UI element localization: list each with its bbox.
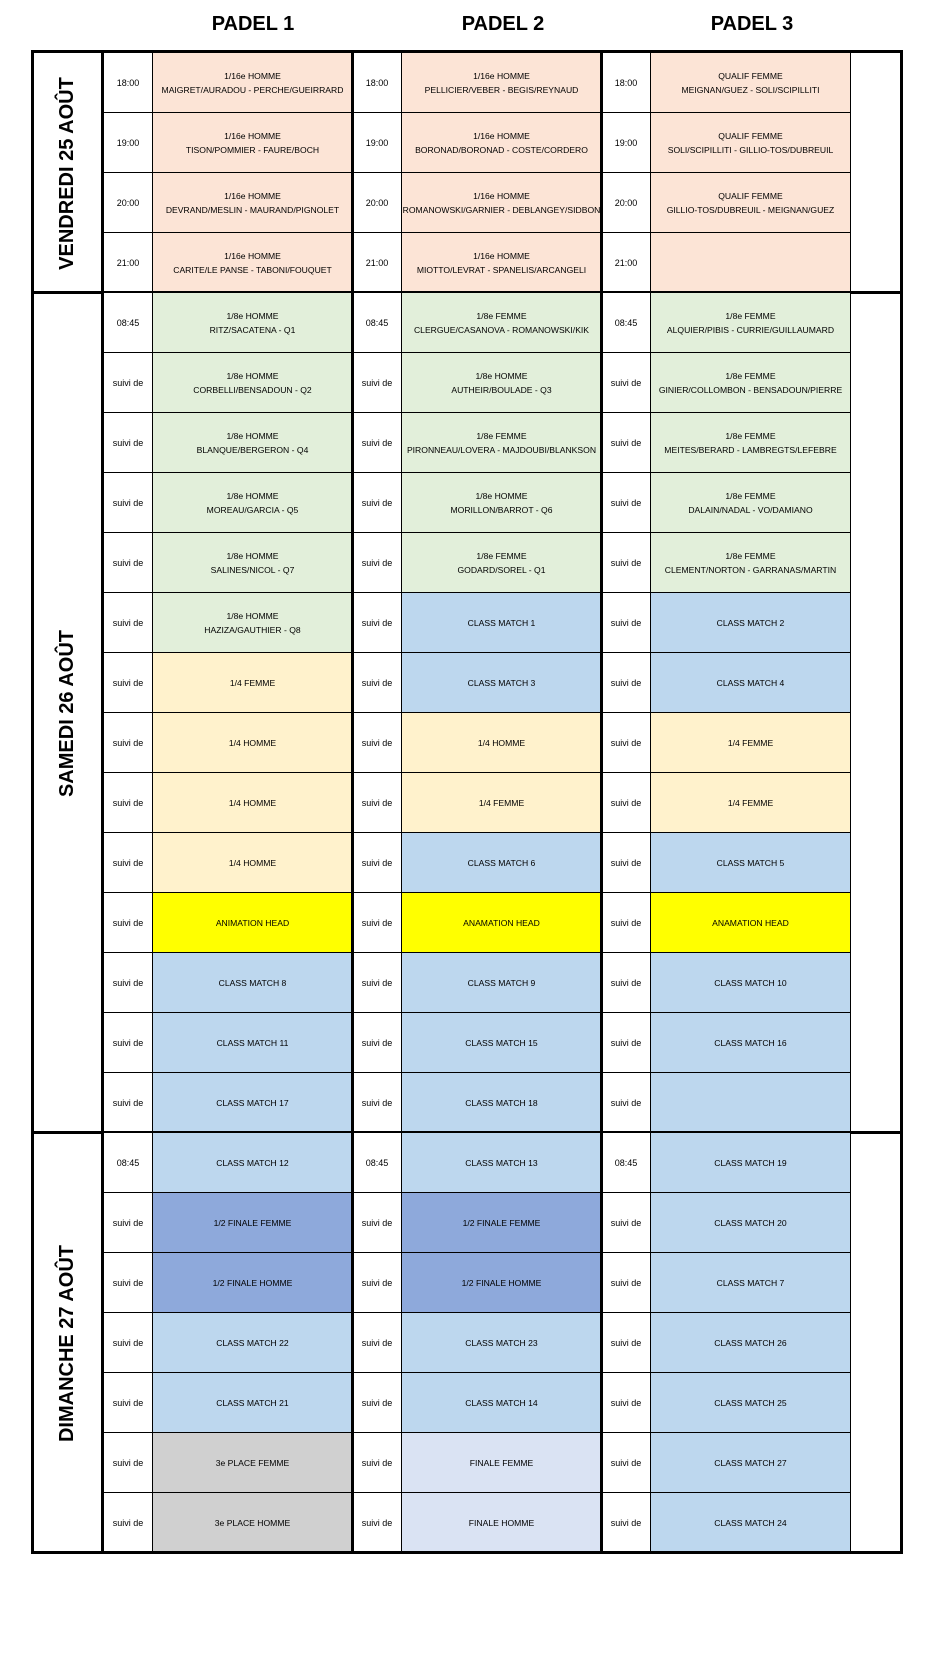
match-players: MAIGRET/AURADOU - PERCHE/GUEIRRARD — [161, 84, 344, 95]
match-players: MEIGNAN/GUEZ - SOLI/SCIPILLITI — [681, 84, 820, 95]
day-label-text: DIMANCHE 27 AOÛT — [56, 1244, 78, 1442]
match-title: CLASS MATCH 12 — [216, 1157, 289, 1168]
match-title: CLASS MATCH 23 — [465, 1337, 538, 1348]
match-title: CLASS MATCH 18 — [465, 1097, 538, 1108]
match-title: 1/2 FINALE FEMME — [462, 1217, 541, 1228]
match-title: 1/8e HOMME — [226, 310, 279, 321]
match-title: CLASS MATCH 5 — [716, 857, 785, 868]
court-header-padel-3: PADEL 3 — [710, 13, 794, 35]
match-title: CLASS MATCH 10 — [714, 977, 787, 988]
time-cell: suivi de — [602, 1313, 651, 1373]
time-cell: suivi de — [104, 1253, 153, 1313]
match-cell — [153, 713, 353, 773]
time-cell: suivi de — [353, 593, 402, 653]
match-title: ANAMATION HEAD — [712, 917, 789, 928]
match-title: ANIMATION HEAD — [215, 917, 290, 928]
match-cell — [651, 1193, 851, 1253]
time-cell: suivi de — [353, 1253, 402, 1313]
match-title: CLASS MATCH 15 — [465, 1037, 538, 1048]
court-separator — [600, 53, 603, 1553]
match-title: CLASS MATCH 16 — [714, 1037, 787, 1048]
match-title: 1/16e HOMME — [224, 190, 281, 201]
time-cell: suivi de — [602, 953, 651, 1013]
match-cell — [651, 953, 851, 1013]
match-cell — [402, 1193, 602, 1253]
match-cell — [153, 473, 353, 533]
match-title: CLASS MATCH 17 — [216, 1097, 289, 1108]
match-cell — [153, 1433, 353, 1493]
match-cell — [651, 1133, 851, 1193]
time-cell: suivi de — [104, 1193, 153, 1253]
match-cell — [651, 593, 851, 653]
day-label — [34, 293, 104, 1133]
match-title: 1/8e FEMME — [476, 550, 527, 561]
match-title: CLASS MATCH 6 — [467, 857, 536, 868]
match-title: CLASS MATCH 27 — [714, 1457, 787, 1468]
time-cell: suivi de — [353, 413, 402, 473]
match-title: 1/8e FEMME — [725, 430, 776, 441]
match-cell — [153, 1193, 353, 1253]
match-cell — [651, 473, 851, 533]
match-players: SOLI/SCIPILLITI - GILLIO-TOS/DUBREUIL — [667, 144, 834, 155]
time-cell: suivi de — [104, 953, 153, 1013]
match-cell — [402, 473, 602, 533]
time-cell: suivi de — [353, 1373, 402, 1433]
match-title: 3e PLACE HOMME — [214, 1517, 291, 1528]
time-cell: suivi de — [104, 713, 153, 773]
match-cell — [153, 53, 353, 113]
match-title: 1/8e HOMME — [475, 370, 528, 381]
match-cell — [651, 173, 851, 233]
match-cell — [402, 713, 602, 773]
match-title: 1/16e HOMME — [473, 190, 530, 201]
time-cell: suivi de — [104, 653, 153, 713]
match-players: ALQUIER/PIBIS - CURRIE/GUILLAUMARD — [666, 324, 835, 335]
match-title: 1/2 FINALE HOMME — [212, 1277, 293, 1288]
match-title: CLASS MATCH 24 — [714, 1517, 787, 1528]
court-separator — [351, 53, 354, 1553]
match-cell — [402, 173, 602, 233]
match-cell — [153, 893, 353, 953]
match-players: MOREAU/GARCIA - Q5 — [206, 504, 299, 515]
match-title: 1/8e FEMME — [725, 370, 776, 381]
match-title: 1/8e FEMME — [476, 430, 527, 441]
time-cell: suivi de — [602, 1433, 651, 1493]
match-title: 1/16e HOMME — [224, 130, 281, 141]
time-cell: 19:00 — [602, 113, 651, 173]
match-players: BORONAD/BORONAD - COSTE/CORDERO — [415, 144, 588, 155]
match-title: 1/4 HOMME — [228, 797, 277, 808]
match-title: 1/8e HOMME — [226, 430, 279, 441]
match-cell — [153, 1313, 353, 1373]
match-players: ROMANOWSKI/GARNIER - DEBLANGEY/SIDBON — [402, 204, 601, 215]
time-cell: suivi de — [104, 1073, 153, 1133]
day-label-text: VENDREDI 25 AOÛT — [56, 76, 79, 270]
match-title: 1/16e HOMME — [473, 130, 530, 141]
match-title: ANAMATION HEAD — [463, 917, 540, 928]
time-cell: suivi de — [104, 413, 153, 473]
match-cell — [402, 653, 602, 713]
match-players: MEITES/BERARD - LAMBREGTS/LEFEBRE — [664, 444, 837, 455]
match-cell — [153, 233, 353, 293]
match-players: DALAIN/NADAL - VO/DAMIANO — [688, 504, 813, 515]
time-cell: suivi de — [602, 1253, 651, 1313]
time-cell: suivi de — [353, 1193, 402, 1253]
match-cell — [153, 113, 353, 173]
match-cell — [651, 113, 851, 173]
match-players: AUTHEIR/BOULADE - Q3 — [451, 384, 552, 395]
time-cell: suivi de — [353, 773, 402, 833]
match-cell — [402, 53, 602, 113]
time-cell: suivi de — [104, 353, 153, 413]
match-cell — [402, 773, 602, 833]
match-title: CLASS MATCH 19 — [714, 1157, 787, 1168]
match-title: 1/16e HOMME — [224, 250, 281, 261]
time-cell: suivi de — [602, 1073, 651, 1133]
match-players: CARITE/LE PANSE - TABONI/FOUQUET — [173, 264, 332, 275]
match-players: BLANQUE/BERGERON - Q4 — [196, 444, 309, 455]
match-title: 1/8e FEMME — [725, 490, 776, 501]
match-title: 1/4 HOMME — [228, 857, 277, 868]
match-cell — [153, 1373, 353, 1433]
time-cell: suivi de — [353, 653, 402, 713]
day-label-text: SAMEDI 26 AOÛT — [56, 629, 78, 797]
time-cell: suivi de — [602, 413, 651, 473]
time-cell: suivi de — [602, 533, 651, 593]
match-cell — [153, 593, 353, 653]
match-cell — [402, 1493, 602, 1553]
match-cell — [651, 1493, 851, 1553]
match-title: QUALIF FEMME — [718, 70, 783, 81]
match-cell — [402, 953, 602, 1013]
match-cell — [651, 833, 851, 893]
time-cell: suivi de — [602, 1193, 651, 1253]
match-cell — [402, 413, 602, 473]
match-title: 1/16e HOMME — [473, 70, 530, 81]
match-players: MORILLON/BARROT - Q6 — [450, 504, 553, 515]
match-title: 1/4 FEMME — [229, 677, 276, 688]
match-cell — [402, 1013, 602, 1073]
match-cell — [153, 293, 353, 353]
match-players: MIOTTO/LEVRAT - SPANELIS/ARCANGELI — [416, 264, 587, 275]
match-cell — [402, 533, 602, 593]
match-cell — [153, 1253, 353, 1313]
time-cell: suivi de — [353, 473, 402, 533]
match-players: CORBELLI/BENSADOUN - Q2 — [193, 384, 312, 395]
time-cell: suivi de — [104, 773, 153, 833]
time-cell: suivi de — [353, 893, 402, 953]
match-cell — [402, 1253, 602, 1313]
match-title: CLASS MATCH 9 — [467, 977, 536, 988]
time-cell: suivi de — [353, 1433, 402, 1493]
match-cell — [651, 773, 851, 833]
match-title: CLASS MATCH 4 — [716, 677, 785, 688]
match-title: CLASS MATCH 8 — [218, 977, 287, 988]
time-cell: suivi de — [602, 653, 651, 713]
court-header-padel-2: PADEL 2 — [461, 13, 545, 35]
time-cell: 08:45 — [104, 1133, 153, 1193]
time-cell: suivi de — [353, 953, 402, 1013]
match-title: CLASS MATCH 21 — [216, 1397, 289, 1408]
time-cell: suivi de — [602, 773, 651, 833]
match-cell — [651, 1373, 851, 1433]
match-cell — [153, 833, 353, 893]
court-header-padel-1: PADEL 1 — [211, 13, 295, 35]
time-cell: suivi de — [104, 593, 153, 653]
time-cell: suivi de — [602, 593, 651, 653]
match-title: 1/8e FEMME — [476, 310, 527, 321]
match-cell — [153, 353, 353, 413]
match-title: QUALIF FEMME — [718, 190, 783, 201]
match-cell — [402, 353, 602, 413]
time-cell: suivi de — [353, 353, 402, 413]
time-cell: suivi de — [602, 473, 651, 533]
time-cell: suivi de — [602, 713, 651, 773]
match-players: GINIER/COLLOMBON - BENSADOUN/PIERRE — [658, 384, 843, 395]
time-cell: 18:00 — [104, 53, 153, 113]
time-cell: suivi de — [353, 1073, 402, 1133]
match-cell — [651, 233, 851, 293]
match-cell — [153, 1133, 353, 1193]
match-title: 1/8e FEMME — [725, 310, 776, 321]
time-cell: suivi de — [602, 1013, 651, 1073]
match-cell — [402, 1073, 602, 1133]
match-cell — [651, 1253, 851, 1313]
time-cell: 08:45 — [353, 293, 402, 353]
time-cell: 19:00 — [353, 113, 402, 173]
time-cell: suivi de — [602, 1493, 651, 1553]
match-cell — [153, 1493, 353, 1553]
match-title: 1/8e HOMME — [226, 550, 279, 561]
time-cell: suivi de — [602, 1373, 651, 1433]
match-title: 1/16e HOMME — [473, 250, 530, 261]
match-cell — [651, 653, 851, 713]
time-cell: 08:45 — [353, 1133, 402, 1193]
match-title: 3e PLACE FEMME — [215, 1457, 290, 1468]
match-cell — [402, 1313, 602, 1373]
time-cell: suivi de — [353, 533, 402, 593]
match-cell — [402, 593, 602, 653]
time-cell: suivi de — [104, 533, 153, 593]
time-cell: suivi de — [602, 893, 651, 953]
match-title: 1/8e HOMME — [226, 370, 279, 381]
match-cell — [651, 413, 851, 473]
time-cell: suivi de — [104, 1373, 153, 1433]
match-cell — [651, 1013, 851, 1073]
time-cell: 18:00 — [353, 53, 402, 113]
match-title: CLASS MATCH 22 — [216, 1337, 289, 1348]
match-cell — [153, 173, 353, 233]
match-cell — [402, 833, 602, 893]
day-label — [34, 53, 104, 293]
match-cell — [402, 293, 602, 353]
match-title: 1/8e HOMME — [475, 490, 528, 501]
match-players: RITZ/SACATENA - Q1 — [209, 324, 296, 335]
match-title: 1/4 HOMME — [477, 737, 526, 748]
time-cell: suivi de — [104, 833, 153, 893]
match-cell — [153, 533, 353, 593]
match-cell — [153, 1073, 353, 1133]
time-cell: suivi de — [104, 473, 153, 533]
time-cell: 08:45 — [602, 293, 651, 353]
schedule-grid — [34, 53, 902, 1645]
match-title: 1/4 FEMME — [727, 737, 774, 748]
match-cell — [153, 413, 353, 473]
match-cell — [651, 1073, 851, 1133]
match-title: CLASS MATCH 14 — [465, 1397, 538, 1408]
match-title: 1/2 FINALE HOMME — [461, 1277, 542, 1288]
match-cell — [402, 1433, 602, 1493]
match-cell — [651, 293, 851, 353]
match-title: 1/8e HOMME — [226, 610, 279, 621]
match-cell — [402, 893, 602, 953]
match-title: 1/8e FEMME — [725, 550, 776, 561]
time-cell: suivi de — [602, 833, 651, 893]
time-cell: suivi de — [353, 1313, 402, 1373]
time-cell: 18:00 — [602, 53, 651, 113]
match-title: 1/4 HOMME — [228, 737, 277, 748]
match-cell — [402, 113, 602, 173]
time-cell: 21:00 — [353, 233, 402, 293]
time-cell: suivi de — [602, 353, 651, 413]
match-players: HAZIZA/GAUTHIER - Q8 — [204, 624, 301, 635]
time-cell: 20:00 — [602, 173, 651, 233]
match-players: CLEMENT/NORTON - GARRANAS/MARTIN — [664, 564, 837, 575]
match-cell — [651, 1313, 851, 1373]
time-cell: 08:45 — [104, 293, 153, 353]
time-cell: 21:00 — [104, 233, 153, 293]
match-players: CLERGUE/CASANOVA - ROMANOWSKI/KIK — [413, 324, 590, 335]
match-title: FINALE FEMME — [469, 1457, 534, 1468]
match-cell — [651, 533, 851, 593]
time-cell: suivi de — [104, 1433, 153, 1493]
match-players: PIRONNEAU/LOVERA - MAJDOUBI/BLANKSON — [406, 444, 597, 455]
match-title: CLASS MATCH 20 — [714, 1217, 787, 1228]
match-cell — [651, 893, 851, 953]
match-title: 1/2 FINALE FEMME — [213, 1217, 292, 1228]
match-title: CLASS MATCH 2 — [716, 617, 785, 628]
match-title: CLASS MATCH 13 — [465, 1157, 538, 1168]
time-cell: suivi de — [104, 893, 153, 953]
time-cell: suivi de — [353, 713, 402, 773]
time-cell: suivi de — [353, 833, 402, 893]
match-title: CLASS MATCH 1 — [467, 617, 536, 628]
match-players: PELLICIER/VEBER - BEGIS/REYNAUD — [424, 84, 579, 95]
match-cell — [402, 1133, 602, 1193]
match-title: 1/4 FEMME — [727, 797, 774, 808]
match-players: SALINES/NICOL - Q7 — [210, 564, 295, 575]
time-cell: 20:00 — [104, 173, 153, 233]
match-title: FINALE HOMME — [468, 1517, 535, 1528]
match-players: TISON/POMMIER - FAURE/BOCH — [185, 144, 320, 155]
match-cell — [153, 773, 353, 833]
time-cell: suivi de — [104, 1013, 153, 1073]
time-cell: 19:00 — [104, 113, 153, 173]
time-cell: suivi de — [104, 1493, 153, 1553]
time-cell: 21:00 — [602, 233, 651, 293]
match-title: CLASS MATCH 7 — [716, 1277, 785, 1288]
match-title: 1/4 FEMME — [478, 797, 525, 808]
match-title: QUALIF FEMME — [718, 130, 783, 141]
match-cell — [153, 1013, 353, 1073]
match-players: DEVRAND/MESLIN - MAURAND/PIGNOLET — [165, 204, 340, 215]
time-cell: suivi de — [353, 1013, 402, 1073]
match-cell — [651, 353, 851, 413]
time-cell: 08:45 — [602, 1133, 651, 1193]
time-cell: suivi de — [353, 1493, 402, 1553]
match-cell — [651, 53, 851, 113]
time-cell: 20:00 — [353, 173, 402, 233]
match-cell — [651, 1433, 851, 1493]
match-title: CLASS MATCH 3 — [467, 677, 536, 688]
day-label — [34, 1133, 104, 1553]
match-cell — [153, 653, 353, 713]
match-title: CLASS MATCH 25 — [714, 1397, 787, 1408]
time-cell: suivi de — [104, 1313, 153, 1373]
match-title: CLASS MATCH 11 — [216, 1037, 289, 1048]
match-cell — [651, 713, 851, 773]
match-cell — [402, 233, 602, 293]
match-title: 1/8e HOMME — [226, 490, 279, 501]
match-cell — [402, 1373, 602, 1433]
match-title: 1/16e HOMME — [224, 70, 281, 81]
match-cell — [153, 953, 353, 1013]
match-title: CLASS MATCH 26 — [714, 1337, 787, 1348]
match-players: GODARD/SOREL - Q1 — [457, 564, 546, 575]
match-players: GILLIO-TOS/DUBREUIL - MEIGNAN/GUEZ — [666, 204, 835, 215]
